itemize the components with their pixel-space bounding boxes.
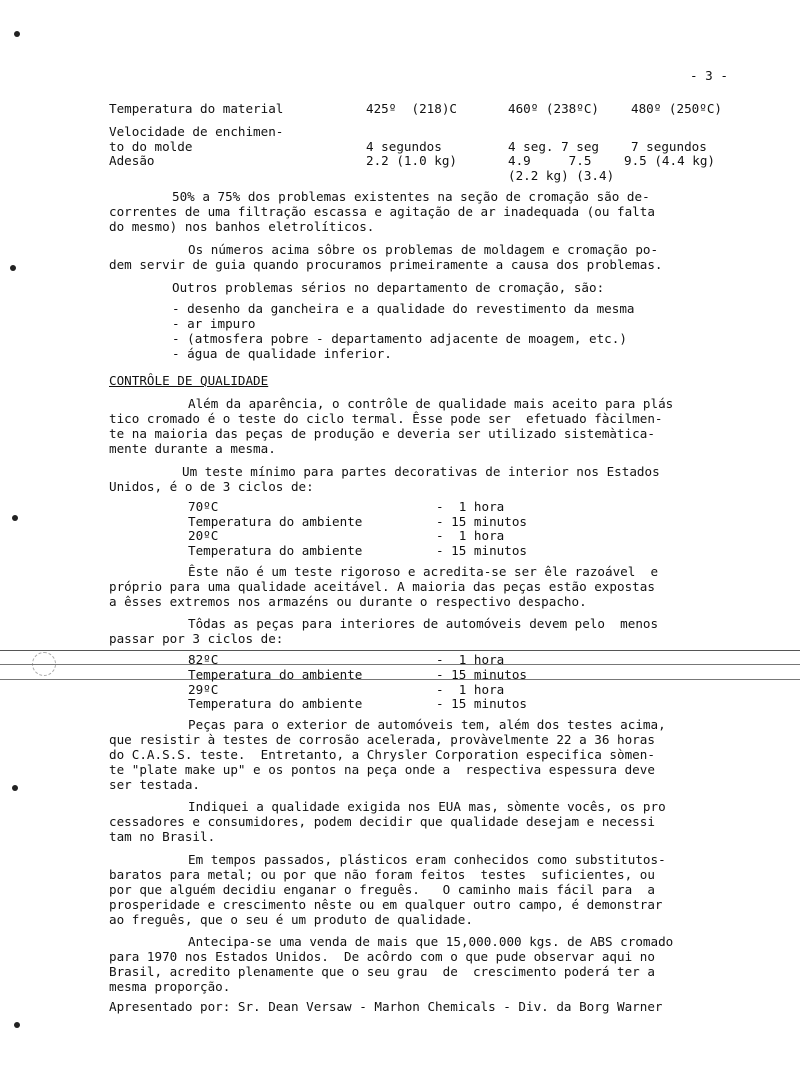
- table-cell: 9.5 (4.4 kg): [624, 153, 715, 168]
- section-heading: CONTRÔLE DE QUALIDADE: [109, 373, 269, 388]
- text-line: prosperidade e crescimento nêste ou em qualquer outro campo, é demonstrar: [109, 897, 663, 912]
- table-cell: (2.2 kg) (3.4): [508, 168, 615, 183]
- text-line: do C.A.S.S. teste. Entretanto, a Chrysler Corporation especifica sòmen-: [109, 747, 655, 762]
- text-line: Além da aparência, o contrôle de qualidade mais aceito para plás: [188, 396, 674, 411]
- text-line: tico cromado é o teste do ciclo termal. Êsse pode ser efetuado fàcilmen-: [109, 411, 663, 426]
- cycle-duration: - 15 minutos: [436, 696, 527, 711]
- cycle-step: 20ºC: [188, 528, 219, 543]
- list-item: - água de qualidade inferior.: [172, 346, 392, 361]
- cycle-step: Temperatura do ambiente: [188, 667, 363, 682]
- list-item: - desenho da gancheira e a qualidade do revestimento da mesma: [172, 301, 635, 316]
- text-line: Um teste mínimo para partes decorativas de interior nos Estados: [182, 464, 660, 479]
- text-line: ser testada.: [109, 777, 200, 792]
- text-line: Peças para o exterior de automóveis tem, além dos testes acima,: [188, 717, 666, 732]
- text-line: tam no Brasil.: [109, 829, 216, 844]
- text-line: dem servir de guia quando procuramos primeiramente a causa dos problemas.: [109, 257, 663, 272]
- cycle-duration: - 15 minutos: [436, 543, 527, 558]
- text-line: Outros problemas sérios no departamento de cromação, são:: [172, 280, 605, 295]
- text-line: Brasil, acredito plenamente que o seu grau de crescimento poderá ter a: [109, 964, 655, 979]
- text-line: Em tempos passados, plásticos eram conhecidos como substitutos-: [188, 852, 666, 867]
- cycle-duration: - 15 minutos: [436, 667, 527, 682]
- table-cell: 480º (250ºC): [631, 101, 722, 116]
- cycle-step: 29ºC: [188, 682, 219, 697]
- text-line: ao freguês, que o seu é um produto de qualidade.: [109, 912, 473, 927]
- text-line: Êste não é um teste rigoroso e acredita-se ser êle razoável e: [188, 564, 659, 579]
- cycle-duration: - 1 hora: [436, 528, 505, 543]
- text-line: correntes de uma filtração escassa e agitação de ar inadequada (ou falta: [109, 204, 655, 219]
- cycle-step: Temperatura do ambiente: [188, 543, 363, 558]
- text-line: te "plate make up" e os pontos na peça onde a respectiva espessura deve: [109, 762, 655, 777]
- cycle-duration: - 1 hora: [436, 682, 505, 697]
- text-line: a êsses extremos nos armazéns ou durante o respectivo despacho.: [109, 594, 587, 609]
- scan-line: [0, 664, 800, 665]
- page-number: - 3 -: [690, 68, 728, 83]
- text-line: cessadores e consumidores, podem decidir que qualidade desejam e necessi: [109, 814, 655, 829]
- list-item: - (atmosfera pobre - departamento adjacente de moagem, etc.): [172, 331, 627, 346]
- table-row: Velocidade de enchimen-: [109, 124, 284, 139]
- scan-line: [0, 679, 800, 680]
- text-line: Tôdas as peças para interiores de automóveis devem pelo menos: [188, 616, 659, 631]
- scan-mark: [12, 785, 18, 791]
- scan-mark: [14, 31, 20, 37]
- text-line: 50% a 75% dos problemas existentes na seção de cromação são de-: [172, 189, 650, 204]
- cycle-duration: - 1 hora: [436, 652, 505, 667]
- text-line: Antecipa-se uma venda de mais que 15,000.000 kgs. de ABS cromado: [188, 934, 674, 949]
- text-line: por que alguém decidiu enganar o freguês. O caminho mais fácil para a: [109, 882, 655, 897]
- list-item: - ar impuro: [172, 316, 256, 331]
- text-line: próprio para uma qualidade aceitável. A maioria das peças estão expostas: [109, 579, 655, 594]
- table-cell: 2.2 (1.0 kg): [366, 153, 457, 168]
- scan-line: [0, 650, 800, 651]
- cycle-step: 82ºC: [188, 652, 219, 667]
- cycle-duration: - 15 minutos: [436, 514, 527, 529]
- text-line: mesma proporção.: [109, 979, 231, 994]
- scan-mark: [14, 1022, 20, 1028]
- text-line: Indiquei a qualidade exigida nos EUA mas, sòmente vocês, os pro: [188, 799, 666, 814]
- table-row: Adesão: [109, 153, 155, 168]
- table-cell: 4.9 7.5: [508, 153, 592, 168]
- table-row: to do molde: [109, 139, 193, 154]
- text-line: do mesmo) nos banhos eletrolíticos.: [109, 219, 375, 234]
- table-row: Temperatura do material: [109, 101, 284, 116]
- text-line: Os números acima sôbre os problemas de moldagem e cromação po-: [188, 242, 659, 257]
- cycle-step: Temperatura do ambiente: [188, 696, 363, 711]
- text-line: para 1970 nos Estados Unidos. De acôrdo com o que pude observar aqui no: [109, 949, 655, 964]
- table-cell: 7 segundos: [631, 139, 707, 154]
- cycle-step: Temperatura do ambiente: [188, 514, 363, 529]
- text-line: baratos para metal; ou por que não foram feitos testes suficientes, ou: [109, 867, 655, 882]
- cycle-step: 70ºC: [188, 499, 219, 514]
- scan-mark: [12, 515, 18, 521]
- text-line: te na maioria das peças de produção e deveria ser utilizado sistemàtica-: [109, 426, 655, 441]
- presenter-line: Apresentado por: Sr. Dean Versaw - Marhon Chemicals - Div. da Borg Warner: [109, 999, 663, 1014]
- table-cell: 4 segundos: [366, 139, 442, 154]
- table-cell: 460º (238ºC): [508, 101, 599, 116]
- text-line: que resistir à testes de corrosão acelerada, provàvelmente 22 a 36 horas: [109, 732, 655, 747]
- table-cell: 4 seg. 7 seg: [508, 139, 599, 154]
- cycle-duration: - 1 hora: [436, 499, 505, 514]
- text-line: mente durante a mesma.: [109, 441, 276, 456]
- table-cell: 425º (218)C: [366, 101, 457, 116]
- text-line: Unidos, é o de 3 ciclos de:: [109, 479, 314, 494]
- text-line: passar por 3 ciclos de:: [109, 631, 284, 646]
- scan-mark: [10, 265, 16, 271]
